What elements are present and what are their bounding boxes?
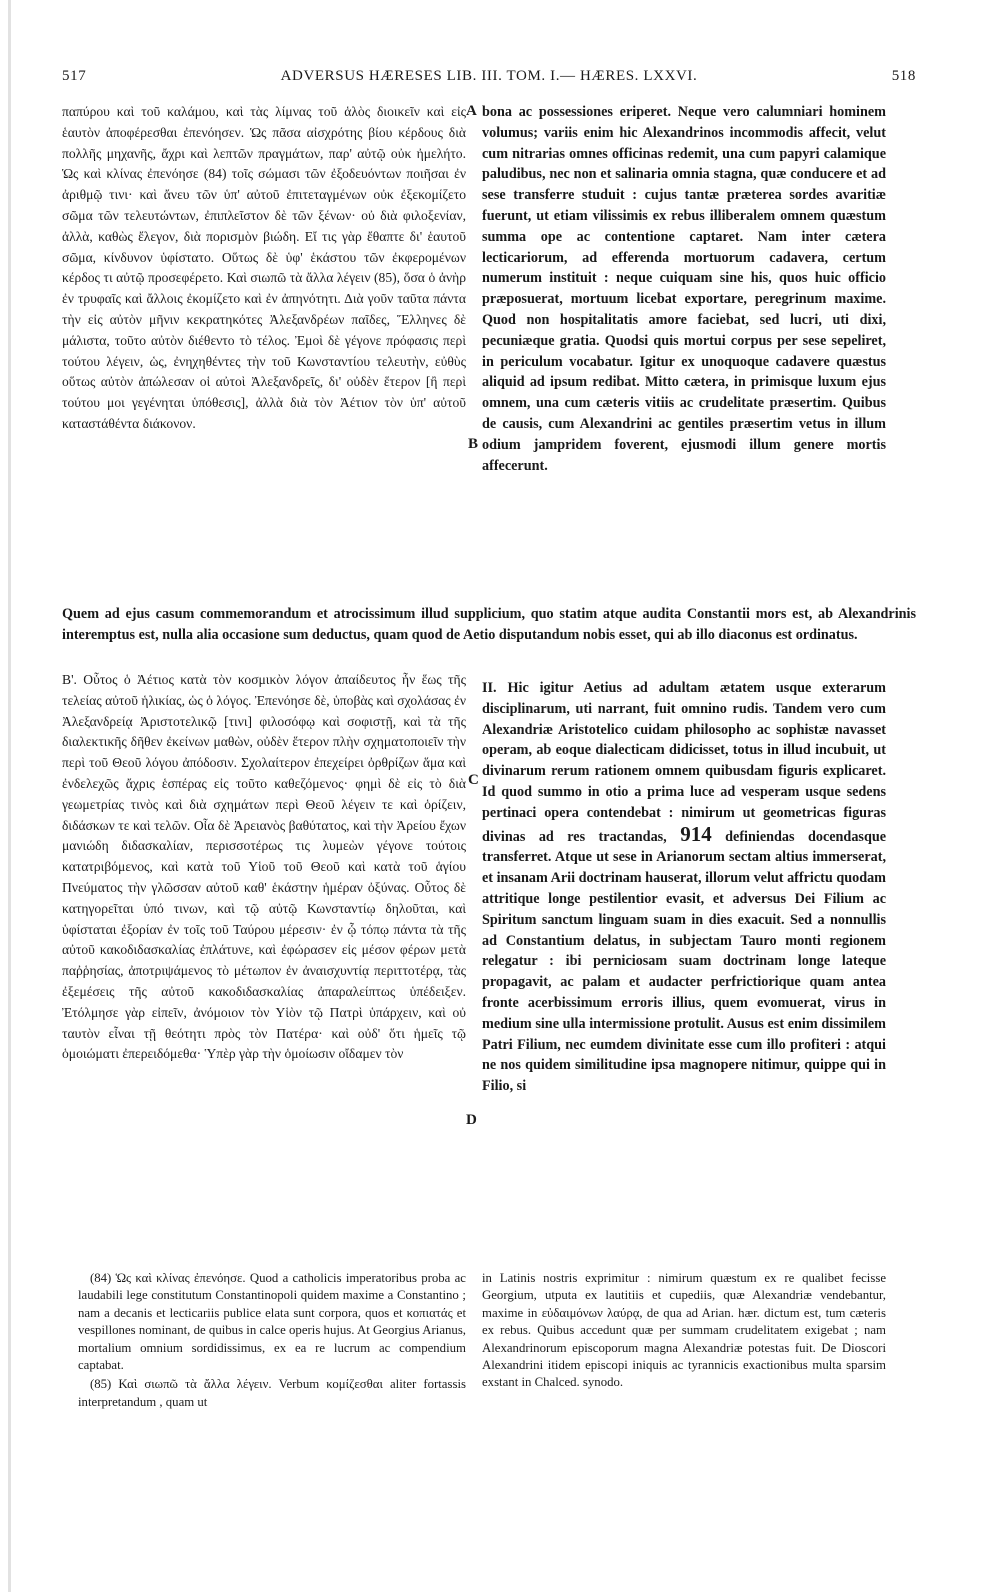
column-number: 914 (680, 821, 712, 846)
latin-column-upper: bona ac possessiones eriperet. Neque vero calumniari hominem volumus; variis enim hic Alexandrinos incommodis affecit, velut cum nitrarias omnes officinas redemit, una cum papyri calamique paludibus, nec non et salinaria omnia stagna, quæ conducere et ad sese transferre studuit : cujus tantæ præterea sordes avaritiæ fuerunt, ut etiam vilissimis ex rebus illiberalem omnem quæstum summa ope ac contentione captaret. Nam inter cætera lecticariorum, ad efferenda mortuorum cadavera, certum numerum instituit : neque cuiquam sine his, quos huic officio præposuerat, mortuum licebat exportare, peregrinum maxime. Quod non hospitalitatis amore faciebat, sed lucri, uti dixi, pecuniæque gratia. Quodsi quis mortui corpus per sese sepeliret, in periculum vocabatur. Igitur ex unoquoque cadavere quæstus aliquid ad ipsum redibat. Mitto cætera, in primisque luxum ejus omnem, una cum cæteris vitiis ac crudelitate præsertim. Quibus de causis, cum Alexandrini ac gentiles præsertim vetus in illum odium jampridem foverent, ejusmodi illum genere mortis affecerunt. (482, 104, 886, 474)
footnote-84: (84) Ὡς καὶ κλίνας ἐπενόησε. Quod a catholicis imperatoribus proba ac laudabili lege constitutum Constantinopoli quidem maxime a Constantino ; nam a decanis et lecticariis publice elata sunt corpora, quos et κοπιατάς et vespillones nominant, de quibus in calce operis hujus. At Georgius Arianus, mortalium omnium sordidissimus, ex ea re lucrum ac compendium captabat. (78, 1271, 466, 1373)
margin-letter-a: A (466, 103, 477, 119)
footnote-85: (85) Καὶ σιωπῶ τὰ ἄλλα λέγειν. Verbum κομίζεσθαι aliter fortassis interpretandum , quam ut (78, 1377, 466, 1409)
latin-section-two-start: II. Hic igitur Aetius ad adultam ætatem usque exterarum disciplinarum, uti narrant, fuit omnino rudis. Tandem vero cum Alexandriæ Aristotelico cuidam philosopho ac sophistæ navasset operam, ab eoque dialecticam didicisset, totus in illud incubuit, ut divinarum rerum rationem omnem quibusdam figuris explicaret. Id quod summo in otio a prima luce ad vesperam usque sedens pertinaci opera contendebat : nimirum ut geometricas figuras divinas ad res tractandas, (482, 680, 886, 845)
footnotes-left (78, 1270, 466, 1413)
latin-column-lower (482, 678, 886, 1097)
latin-section-two-end: definiendas docendasque transferret. Atque ut sese in Arianorum sectam altius immerserat, et insanam Arii doctrinam hauserat, illorum velut affrictu quodam attritique longe pestilentior evasit, et adversus Dei Filium ac Spiritum sanctum linguam suam in dies exacuit. Sed a nonnullis ad Constantium delatus, in subjectam Tauro monti regionem relegatur : ibi perniciosam suam doctrinam longe lateque propagavit, ac palam et audacter perfrictiorique quam antea fronte acerbissimum erroris illius, quem evomuerat, virus in medium sine ulla intermissione protulit. Ausus est enim dissimilem Patri Filium, nec eumdem divinitate esse cum illo profiteri : atqui ne nos quidem similitudine ipsa magnopere nitimur, quippe qui in Filio, si (482, 828, 887, 1095)
left-page-number: 517 (62, 68, 87, 84)
running-head: ADVERSUS HÆRESES LIB. III. TOM. I.— HÆRES. LXXVI. (280, 68, 698, 84)
footnotes-right: in Latinis nostris exprimitur : nimirum quæstum ex re qualibet fecisse Georgium, utputa ex lautitiis et cupediis, quæ Alexandriæ vendebantur, maxime in εὐδαιμόνων λαύρᾳ, de qua ad Arian. hær. dictum est, tum cæteris ex rebus. Quibus accedunt quæ per summam crudelitatem exigebat ; nam Alexandrinorum episcoporum magna Alexandriæ potestas fuit. De Dioscori Alexandrini itidem episcopi iniquis ac tyrannicis exactionibus multa sparsim exstant in Chalced. synodo. (482, 1271, 886, 1390)
page-header (62, 68, 916, 94)
greek-column-lower: Β'. Οὗτος ὁ Ἀέτιος κατὰ τὸν κοσμικὸν λόγον ἀπαίδευτος ἦν ἕως τῆς τελείας αὐτοῦ ἡλικίας, ὡς ὁ λόγος. Ἐπενόησε δὲ, ὑποβὰς καὶ σχολάσας ἐν Ἀλεξανδρείᾳ Ἀριστοτελικῷ [τινι] φιλοσόφῳ καὶ σοφιστῇ, καὶ τὰ τῆς διαλεκτικῆς δῆθεν ἐκείνων μαθὼν, οὐδὲν ἕτερον πλὴν σχηματοποιεῖν τὴν περὶ τοῦ Θεοῦ λόγου ἀπόδοσιν. Σχολαίτερον ἐπεχείρει ὀρθρίζων ἅμα καὶ ἐνδελεχῶς ἄχρις ἑσπέρας εἰς τοῦτο καθεζόμενος· φημὶ δὲ εἰς τὸ διὰ γεωμετρίας τινὸς καὶ διὰ σχημάτων περὶ Θεοῦ λέγειν τε καὶ ὁρίζειν, διδάσκων τε καὶ τελῶν. Οἷα δὲ Ἀρειανὸς βαθύτατος, καὶ τὴν Ἀρείου ἔχων μανιώδη διδασκαλίαν, περισσοτέρως τις λυμεὼν γέγονε τούτοις κατατριβόμενος, καὶ κατὰ τοῦ Υἱοῦ τοῦ Θεοῦ καὶ κατὰ τοῦ ἁγίου Πνεύματος τὴν γλῶσσαν αὐτοῦ καθ' ἑκάστην ἡμέραν ὀξύνας. Οὗτος δὲ κατηγορεῖται ὑπό τινων, καὶ τῷ αὐτῷ Κωνσταντίῳ δηλοῦται, καὶ ὑφίσταται ἐξορίαν ἐν τοῖς τοῦ Ταύρου μέρεσιν· ἐν ᾧ τόπῳ πάντα τὰ τῆς αὐτοῦ κακοδιδασκαλίας ἐπλάτυνε, καὶ ἐφώρασεν εἰς μέσον φέρων μετὰ παῤῥησίας, ἀποτριψάμενος τὸ μέτωπον ἐν ἀναισχυντίᾳ περιττοτέρᾳ, τὰς ἐξεμέσεις τῆς αὐτοῦ κακοδιδασκαλίας ἀπαραλείπτως ὑπέδειξεν. Ἐτόλμησε γὰρ εἰπεῖν, ἀνόμοιον τὸν Υἱὸν τῷ Πατρὶ ὑπάρχειν, καὶ οὐ ταυτὸν εἶναι τῇ θεότητι πρὸς τὸν Πατέρα· καὶ οὐδ' ὅτι ἡμεῖς τῷ ὁμοιώματι ἐπερειδόμεθα· Ὑπὲρ γὰρ τὴν ὁμοίωσιν οἴδαμεν τὸν (62, 672, 466, 1062)
margin-letter-c: C (468, 772, 479, 788)
latin-full-width-paragraph: Quem ad ejus casum commemorandum et atrocissimum illud supplicium, quo statim atque audita Constantii mors est, ab Alexandrinis interemptus est, nulla alia occasione sum deductus, quam quod de Aetio disputandum nobis esset, qui ab illo diaconus est ordinatus. (62, 606, 916, 643)
margin-letter-b: B (468, 436, 479, 452)
right-page-number: 518 (891, 68, 916, 84)
greek-column-upper: παπύρου καὶ τοῦ καλάμου, καὶ τὰς λίμνας τοῦ ἁλὸς διοικεῖν καὶ εἰς ἑαυτὸν ἀποφέρεσθαι ἐπενόησεν. Ὡς πᾶσα αἰσχρότης βίου κέρδους διὰ πολλῆς μηχανῆς, ἄχρι καὶ λεπτῶν πραγμάτων, παρ' αὐτῷ οὐκ ἠμελήτο. Ὡς καὶ κλίνας ἐπενόησε (84) τοῖς σώμασι τῶν ἐξοδευόντων ποιῆσαι ἐν ἀριθμῷ τινι· καὶ ἄνευ τῶν ὑπ' αὐτοῦ ἐπιτεταγμένων οὐκ ἐξεκομίζετο σῶμα τῶν τελευτώντων, ἐπιπλεῖστον δὲ τῶν ξένων· οὐ διὰ φιλοξενίαν, ἀλλὰ, καθὼς ἔλεγον, διὰ πορισμὸν βιώδη. Εἴ τις γὰρ ἔθαπτε δι' ἑαυτοῦ σῶμα, κίνδυνον ὑφίστατο. Οὕτως δὲ ὑφ' ἑκάστου τῶν ἐκφερομένων κέρδος τι αὐτῷ προσεφέρετο. Καὶ σιωπῶ τὰ ἄλλα λέγειν (85), ὅσα ὁ ἀνὴρ ἐν τρυφαῖς καὶ ἄλλοις ἐκομίζετο καὶ ἐν ἀπηνότητι. Διὰ γοῦν ταῦτα πάντα τὴν εἰς αὐτὸν μῆνιν κεκρατηκότες Ἀλεξανδρέων παῖδες, Ἕλληνες δὲ μάλιστα, τοῦτο αὐτὸν διέθεντο τὸ τέλος. Ἐμοὶ δὲ γέγονε πρόφασις περὶ τούτου λέγειν, ὡς, ἐνηχηθέντες τὴν τοῦ Κωνσταντίου τελευτὴν, εὐθὺς οὕτως αὐτὸν ἀπώλεσαν οἱ αὐτοὶ Ἀλεξανδρεῖς, δι' οὐδὲν ἕτερον [ἢ περὶ τούτου μοι γεγένηται ὑπόθεσις], ἀλλὰ διὰ τὸν Ἀέτιον τὸν ὑπ' αὐτοῦ καταστάθέντα διάκονον. (62, 104, 466, 431)
margin-letter-d: D (466, 1112, 477, 1128)
